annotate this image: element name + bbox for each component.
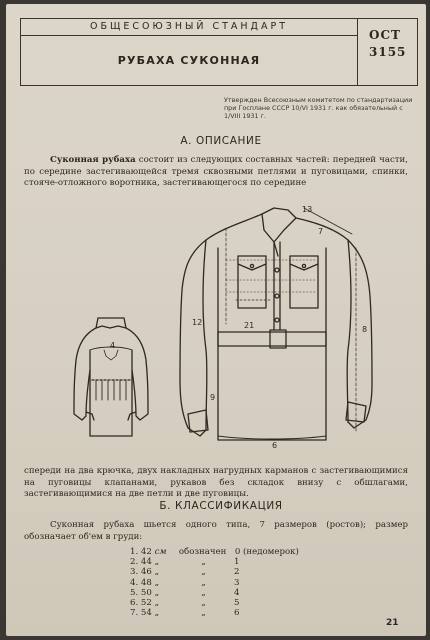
code-prefix: ОСТ bbox=[369, 28, 401, 42]
description-lead: Суконная рубаха bbox=[50, 155, 136, 165]
size-row: 2. 44 „ „ 1 bbox=[130, 557, 240, 568]
figure-label: 13 bbox=[302, 205, 313, 214]
size-row: 4. 48 „ „ 3 bbox=[130, 577, 240, 588]
code-number: 3155 bbox=[369, 45, 407, 59]
section-a-heading: А. ОПИСАНИЕ bbox=[180, 135, 262, 147]
document-page bbox=[6, 4, 426, 636]
shirt-back-view bbox=[74, 318, 148, 436]
page-number: 21 bbox=[386, 618, 399, 628]
description-paragraph-1 bbox=[24, 155, 408, 190]
figure-label: 8 bbox=[362, 325, 368, 334]
figure-label: 7 bbox=[318, 227, 324, 236]
size-row: 6. 52 „ „ 5 bbox=[130, 598, 240, 609]
size-list bbox=[130, 547, 310, 618]
description-text: состоит из следующих составных частей: передней части, по середине застегивающейся тремя сквозными петлями и пуговицами, спинки, стояче-отложного воротника, застегивающегося по середине bbox=[24, 155, 408, 189]
size-row: 1. 42 см обозначен 0 (недомерок) bbox=[130, 547, 299, 557]
standard-header bbox=[20, 18, 418, 86]
description-paragraph-2: спереди на два крючка, двух накладных нагрудных карманов с застегивающимися на пуговицы клапанами, рукавов без складок внизу с обшлагами, застегивающимися на две петли и две пуговицы. bbox=[24, 466, 408, 500]
size-row: 5. 50 „ „ 4 bbox=[130, 587, 240, 598]
figure-label: 12 bbox=[192, 318, 203, 327]
figure-label: 9 bbox=[210, 393, 216, 402]
standard-series: ОБЩЕСОЮЗНЫЙ СТАНДАРТ bbox=[21, 19, 357, 36]
shirt-technical-drawing bbox=[56, 200, 416, 452]
size-row: 3. 46 „ „ 2 bbox=[130, 567, 240, 578]
approval-note: Утвержден Всесоюзным комитетом по стандартизации при Госплане СССР 10/VI 1931 г. как обязательный с 1/VIII 1931 г. bbox=[224, 96, 413, 120]
figure-label: 6 bbox=[272, 441, 278, 450]
size-row: 7. 54 „ „ 6 bbox=[130, 608, 240, 619]
figure-label: 4 bbox=[110, 341, 116, 350]
classification-paragraph: Суконная рубаха шьется одного типа, 7 размеров (ростов); размер обозначает об'ем в груди: bbox=[24, 520, 408, 542]
figure-label: 21 bbox=[244, 321, 255, 330]
standard-code bbox=[359, 27, 426, 61]
shirt-front-view bbox=[180, 208, 372, 440]
section-b-heading: Б. КЛАССИФИКАЦИЯ bbox=[159, 500, 283, 512]
standard-title: РУБАХА СУКОННАЯ bbox=[117, 54, 261, 67]
